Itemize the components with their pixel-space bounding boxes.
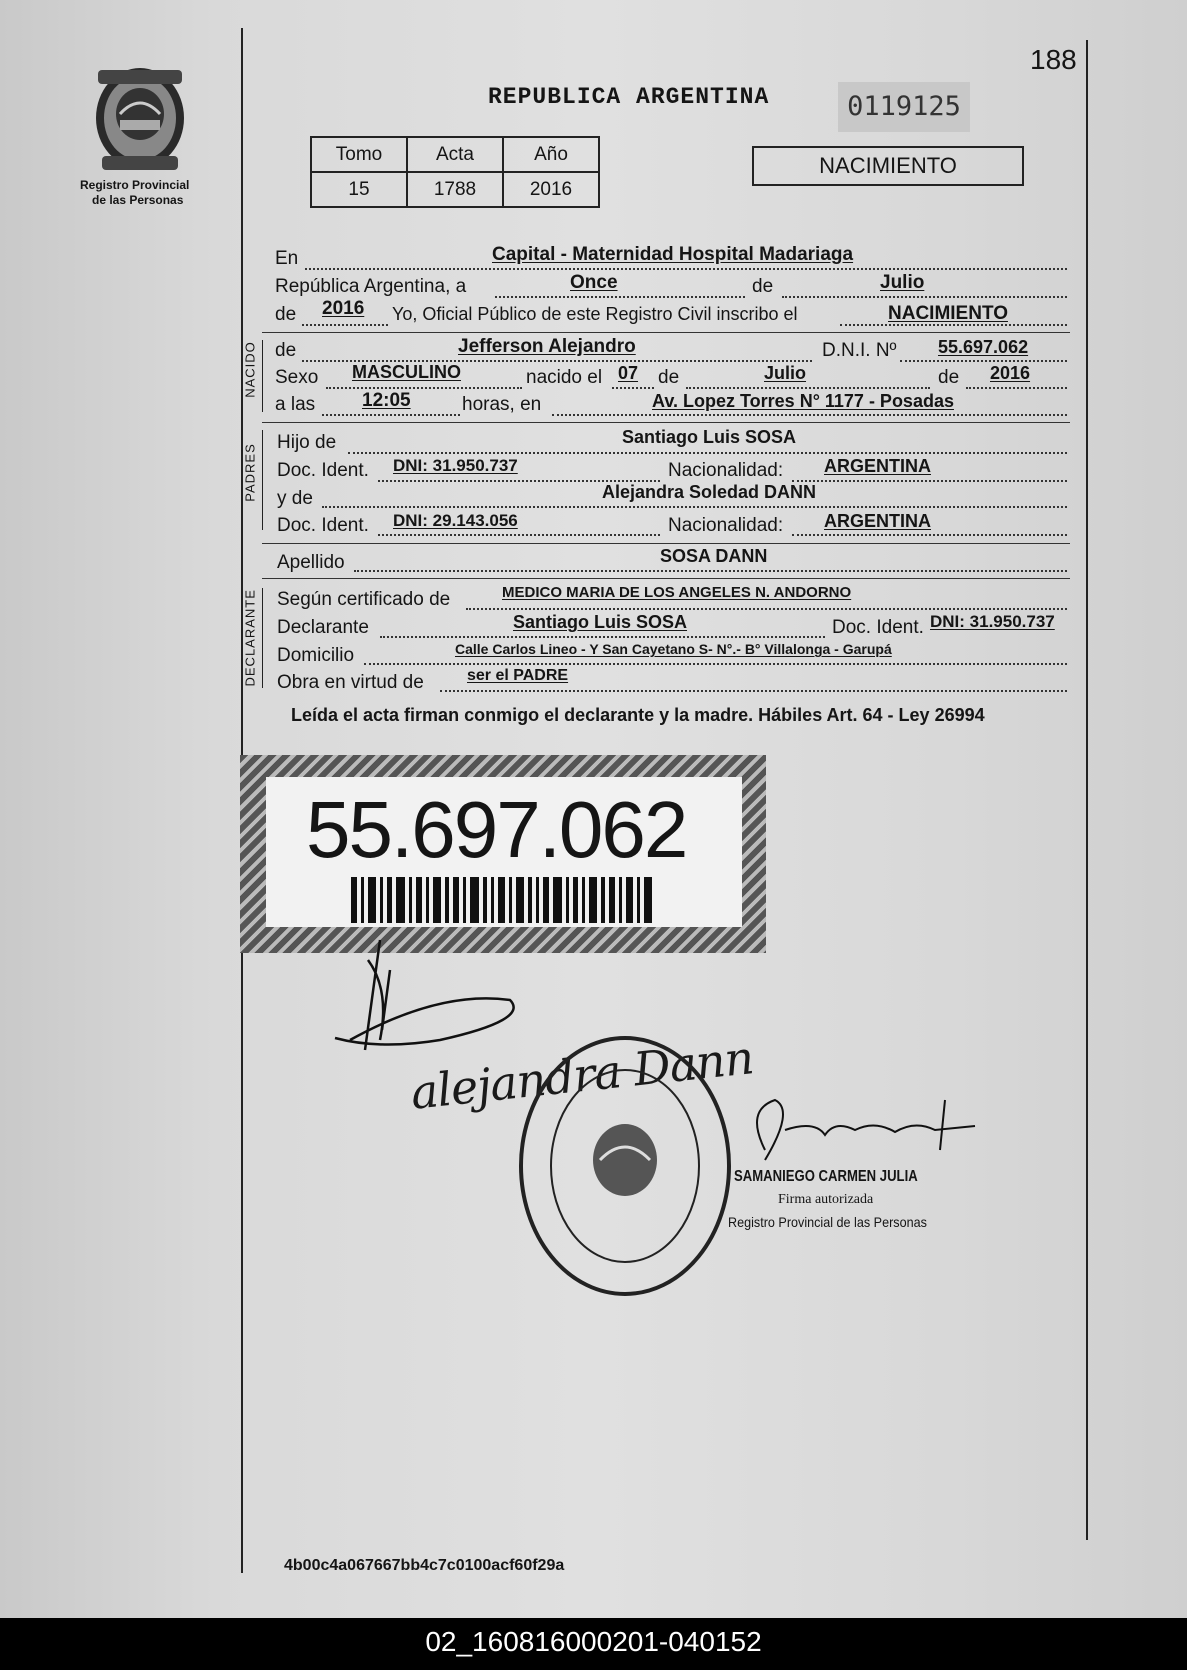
value-certificate: MEDICO MARIA DE LOS ANGELES N. ANDORNO [502, 584, 852, 601]
barcode-bars-icon [351, 877, 661, 923]
dots-surname [354, 570, 1067, 572]
label-yo: Yo, Oficial Público de este Registro Civil inscribo el [392, 304, 798, 324]
label-dni: D.N.I. Nº [822, 340, 897, 361]
value-day-text: Once [570, 272, 618, 293]
registry-logo [90, 62, 190, 174]
label-de-month: de [752, 276, 774, 297]
province-seal-icon [90, 62, 190, 174]
dots-nac1 [792, 480, 1067, 482]
footer-id: 02_160816000201-040152 [425, 1626, 762, 1657]
dots-father [348, 452, 1067, 454]
section-nacido: NACIDO [242, 341, 258, 398]
dots-bday [612, 387, 654, 389]
anio-value: 2016 [503, 172, 599, 207]
mother-signature: alejandra Dann [408, 1030, 756, 1120]
label-de-year: de [275, 304, 297, 325]
dots-cert [466, 608, 1067, 610]
label-de-name: de [275, 340, 297, 361]
section-declarante: DECLARANTE [242, 589, 258, 687]
value-declarant-doc: DNI: 31.950.737 [930, 612, 1055, 631]
value-role: ser el PADRE [467, 667, 569, 684]
value-time: 12:05 [362, 390, 411, 411]
dots-bplace [552, 414, 1067, 416]
dots-sex [326, 387, 522, 389]
label-nac1: Nacionalidad: [668, 460, 784, 481]
acta-value: 1788 [407, 172, 503, 207]
value-birth-day: 07 [618, 363, 639, 383]
acta-header: Acta [407, 137, 503, 172]
label-segun: Según certificado de [277, 589, 451, 610]
value-dni: 55.697.062 [938, 337, 1029, 357]
nacido-bracket [262, 340, 263, 412]
value-address: Calle Carlos Lineo - Y San Cayetano S- N°.- B° Villalonga - Garupá [455, 641, 892, 657]
label-republica: República Argentina, a [275, 276, 467, 297]
value-name: Jefferson Alejandro [458, 336, 636, 357]
label-hijo: Hijo de [277, 432, 337, 453]
official-office: Registro Provincial de las Personas [728, 1214, 927, 1230]
divider-nacido-top [262, 332, 1070, 333]
document-type-box [752, 146, 1024, 186]
value-declarant: Santiago Luis SOSA [513, 612, 688, 632]
label-declarante: Declarante [277, 617, 369, 638]
value-mother: Alejandra Soledad DANN [602, 482, 817, 502]
value-sex: MASCULINO [352, 362, 461, 382]
barcode-label [266, 777, 742, 927]
label-nacido: nacido el [526, 367, 603, 388]
anio-header: Año [503, 137, 599, 172]
value-surname: SOSA DANN [660, 546, 768, 566]
divider-declarante-top [262, 578, 1070, 579]
dots-time [322, 414, 460, 416]
label-doc2: Doc. Ident. [277, 515, 369, 536]
value-mother-nat: ARGENTINA [824, 511, 931, 531]
value-birth-month: Julio [764, 363, 807, 383]
barcode-number: 55.697.062 [306, 785, 687, 874]
legal-note: Leída el acta firman conmigo el declarante y la madre. Hábiles Art. 64 - Ley 26994 [291, 705, 985, 725]
value-father-doc: DNI: 31.950.737 [393, 456, 518, 475]
value-act: NACIMIENTO [888, 303, 1008, 324]
dots-role [440, 690, 1067, 692]
official-name: SAMANIEGO CARMEN JULIA [734, 1168, 918, 1185]
logo-caption-1: Registro Provincial [80, 178, 190, 192]
value-birth-year: 2016 [990, 363, 1031, 383]
label-doc3: Doc. Ident. [832, 617, 924, 638]
dots-month [782, 296, 1067, 298]
label-domicilio: Domicilio [277, 645, 355, 666]
document-hash: 4b00c4a067667bb4c7c0100acf60f29a [284, 1557, 565, 1574]
label-a-las: a las [275, 394, 316, 415]
label-nac2: Nacionalidad: [668, 515, 784, 536]
value-place: Capital - Maternidad Hospital Madariaga [492, 244, 854, 265]
label-obra: Obra en virtud de [277, 672, 424, 693]
logo-caption-2: de las Personas [92, 193, 184, 207]
document-title: REPUBLICA ARGENTINA [488, 84, 770, 110]
dots-mother [322, 506, 1067, 508]
tomo-header: Tomo [311, 137, 407, 172]
page-number: 188 [1030, 44, 1077, 75]
value-year-text: 2016 [322, 298, 365, 319]
dots-doc2 [378, 534, 660, 536]
dots-year [302, 324, 388, 326]
dots-day [495, 296, 745, 298]
padres-bracket [262, 430, 263, 530]
divider-padres-top [262, 422, 1070, 423]
dots-bmonth [686, 387, 930, 389]
footer-bar [0, 1618, 1187, 1670]
label-en: En [275, 248, 299, 269]
divider-apellido [262, 543, 1070, 544]
value-mother-doc: DNI: 29.143.056 [393, 511, 518, 530]
dni-barcode-sticker [240, 755, 766, 953]
right-margin-line [1086, 40, 1088, 1540]
label-apellido: Apellido [277, 552, 345, 573]
dots-byear [966, 387, 1067, 389]
official-signature-icon [735, 1090, 1005, 1170]
dots-dni [900, 360, 1067, 362]
registry-table [310, 136, 600, 208]
dots-en [305, 268, 1067, 270]
label-y-de: y de [277, 488, 313, 509]
value-father: Santiago Luis SOSA [622, 427, 797, 447]
label-de-y: de [938, 367, 960, 388]
value-month-text: Julio [880, 272, 925, 293]
section-padres: PADRES [242, 443, 258, 502]
value-father-nat: ARGENTINA [824, 456, 931, 476]
document-type: NACIMIENTO [819, 153, 957, 178]
label-doc1: Doc. Ident. [277, 460, 369, 481]
dots-address [364, 663, 1067, 665]
tomo-value: 15 [311, 172, 407, 207]
serial-number: 0119125 [838, 82, 970, 132]
dots-declarant [380, 636, 825, 638]
official-role: Firma autorizada [778, 1192, 874, 1207]
declarante-bracket [262, 588, 263, 688]
dots-nac2 [792, 534, 1067, 536]
label-horas: horas, en [462, 394, 542, 415]
label-sexo: Sexo [275, 367, 319, 388]
value-birth-place: Av. Lopez Torres N° 1177 - Posadas [652, 391, 954, 411]
label-de-m: de [658, 367, 680, 388]
